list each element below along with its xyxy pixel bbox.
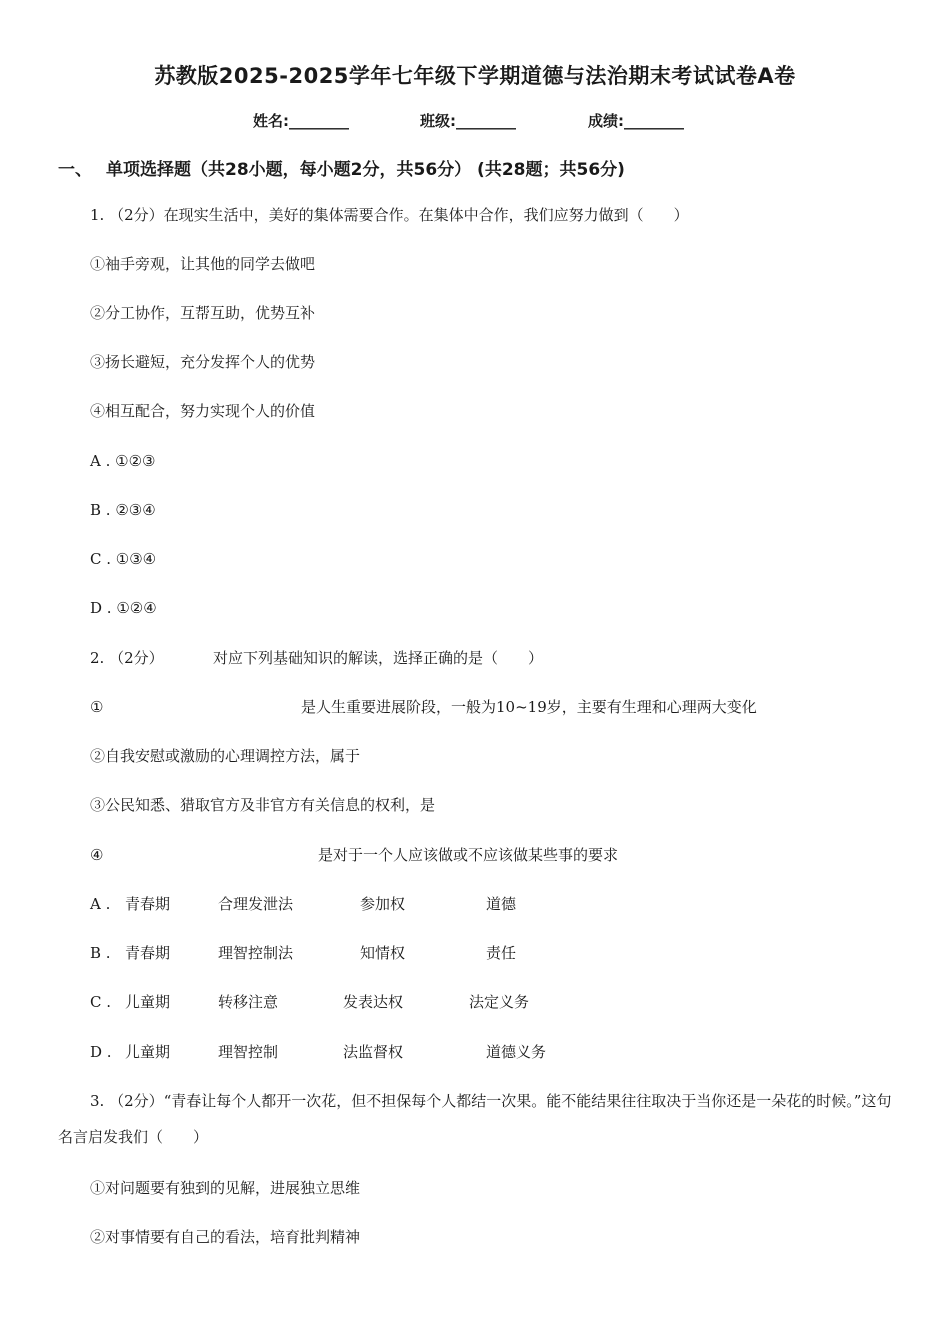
question-2-number: 2. （2分） <box>90 649 164 667</box>
question-1-option-d[interactable]: D . ①②④ <box>90 599 157 617</box>
question-3-item: ①对问题要有独到的见解，进展独立思维 <box>90 1179 361 1197</box>
page-title: 苏教版2025-2025学年七年级下学期道德与法治期末考试试卷A卷 <box>154 64 796 88</box>
name-field[interactable]: 姓名:________ <box>253 112 349 130</box>
score-field[interactable]: 成绩:________ <box>588 112 684 130</box>
question-3-stem: 3. （2分）“青春让每个人都开一次花，但不担保每个人都结一次果。能不能结果往往取决于当你还是一朵花的时候。”这句名言启发我们（ ） <box>58 1092 892 1146</box>
option-cell: 法监督权 <box>343 1043 404 1061</box>
question-2-item-4: 是对于一个人应该做或不应该做某些事的要求 <box>318 846 619 864</box>
question-2-item-2: ②自我安慰或激励的心理调控方法，属于 <box>90 747 361 765</box>
question-1-item: ②分工协作，互帮互助，优势互补 <box>90 304 316 322</box>
question-1-option-b[interactable]: B . ②③④ <box>90 501 156 519</box>
option-cell: 转移注意 <box>218 993 279 1011</box>
option-cell: 理智控制 <box>218 1043 279 1061</box>
question-1-item: ①袖手旁观，让其他的同学去做吧 <box>90 255 316 273</box>
question-1-option-c[interactable]: C . ①③④ <box>90 550 157 568</box>
question-2-item-3: ③公民知悉、猎取官方及非官方有关信息的权利，是 <box>90 796 436 814</box>
option-cell: 知情权 <box>360 944 406 962</box>
class-field[interactable]: 班级:________ <box>420 112 516 130</box>
option-cell: 发表达权 <box>343 993 404 1011</box>
question-2-option-d[interactable]: D . <box>90 1043 112 1061</box>
question-1-stem: 1. （2分）在现实生活中，美好的集体需要合作。在集体中合作，我们应努力做到（ ） <box>90 206 689 224</box>
option-cell: 青春期 <box>125 944 171 962</box>
option-cell: 理智控制法 <box>218 944 294 962</box>
question-3-item: ②对事情要有自己的看法，培育批判精神 <box>90 1228 361 1246</box>
question-1-option-a[interactable]: A . ①②③ <box>90 452 156 470</box>
option-cell: 儿童期 <box>125 993 171 1011</box>
option-cell: 合理发泄法 <box>218 895 294 913</box>
question-2-option-c[interactable]: C . <box>90 993 112 1011</box>
section-number: 一、 <box>58 160 92 180</box>
question-2-item-4-mark: ④ <box>90 846 104 864</box>
question-2-option-a[interactable]: A . <box>90 895 111 913</box>
question-1-item: ④相互配合，努力实现个人的价值 <box>90 402 316 420</box>
option-cell: 青春期 <box>125 895 171 913</box>
question-2-stem: 对应下列基础知识的解读，选择正确的是（ ） <box>213 649 544 667</box>
question-2-item-1: 是人生重要进展阶段，一般为10~19岁，主要有生理和心理两大变化 <box>301 698 757 716</box>
option-cell: 责任 <box>486 944 517 962</box>
section-text: 单项选择题（共28小题，每小题2分，共56分） (共28题；共56分) <box>106 160 625 180</box>
question-2-item-1-mark: ① <box>90 698 104 716</box>
question-2-option-b[interactable]: B . <box>90 944 111 962</box>
section-heading <box>58 155 625 180</box>
option-cell: 法定义务 <box>469 993 530 1011</box>
question-1-item: ③扬长避短，充分发挥个人的优势 <box>90 353 316 371</box>
option-cell: 道德 <box>486 895 517 913</box>
option-cell: 儿童期 <box>125 1043 171 1061</box>
option-cell: 参加权 <box>360 895 406 913</box>
option-cell: 道德义务 <box>486 1043 547 1061</box>
